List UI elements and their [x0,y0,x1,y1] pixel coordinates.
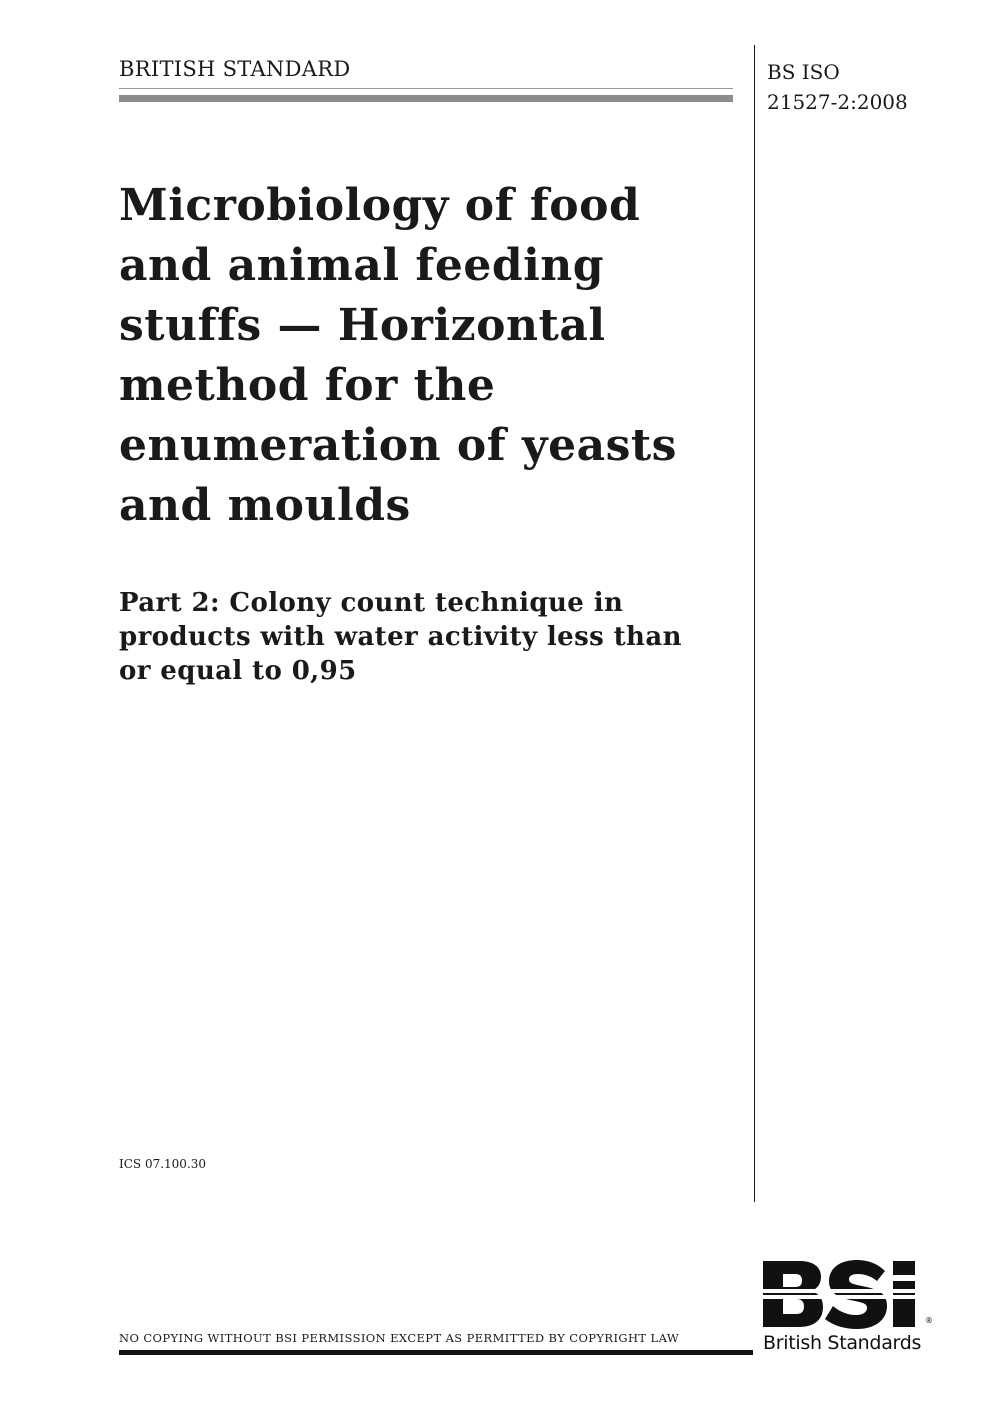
document-subtitle [119,586,739,688]
document-number [767,57,908,117]
footer-rule [119,1350,753,1355]
document-number-line-2: 21527-2:2008 [767,90,908,114]
subtitle-line-3: or equal to 0,95 [119,656,357,686]
ics-code: ICS 07.100.30 [119,1157,207,1171]
document-number-line-1: BS ISO [767,60,840,84]
title-line-3: stuffs — Horizontal [119,300,606,351]
bsi-logo-mark [763,1259,931,1329]
document-title [119,176,739,536]
registered-mark: ® [925,1316,933,1325]
title-line-5: enumeration of yeasts [119,420,677,471]
header-rule-thick [119,95,733,102]
standard-type-label: BRITISH STANDARD [119,57,351,81]
title-line-1: Microbiology of food [119,180,641,231]
header-rule-thin [119,88,733,89]
title-line-6: and moulds [119,480,411,531]
subtitle-line-2: products with water activity less than [119,622,682,652]
vertical-divider [754,45,755,1202]
title-line-4: method for the [119,360,496,411]
bsi-logo [763,1259,935,1359]
copyright-notice: NO COPYING WITHOUT BSI PERMISSION EXCEPT AS PERMITTED BY COPYRIGHT LAW [119,1331,680,1345]
subtitle-line-1: Part 2: Colony count technique in [119,588,624,618]
title-line-2: and animal feeding [119,240,605,291]
bsi-logo-name: British Standards [763,1332,922,1354]
